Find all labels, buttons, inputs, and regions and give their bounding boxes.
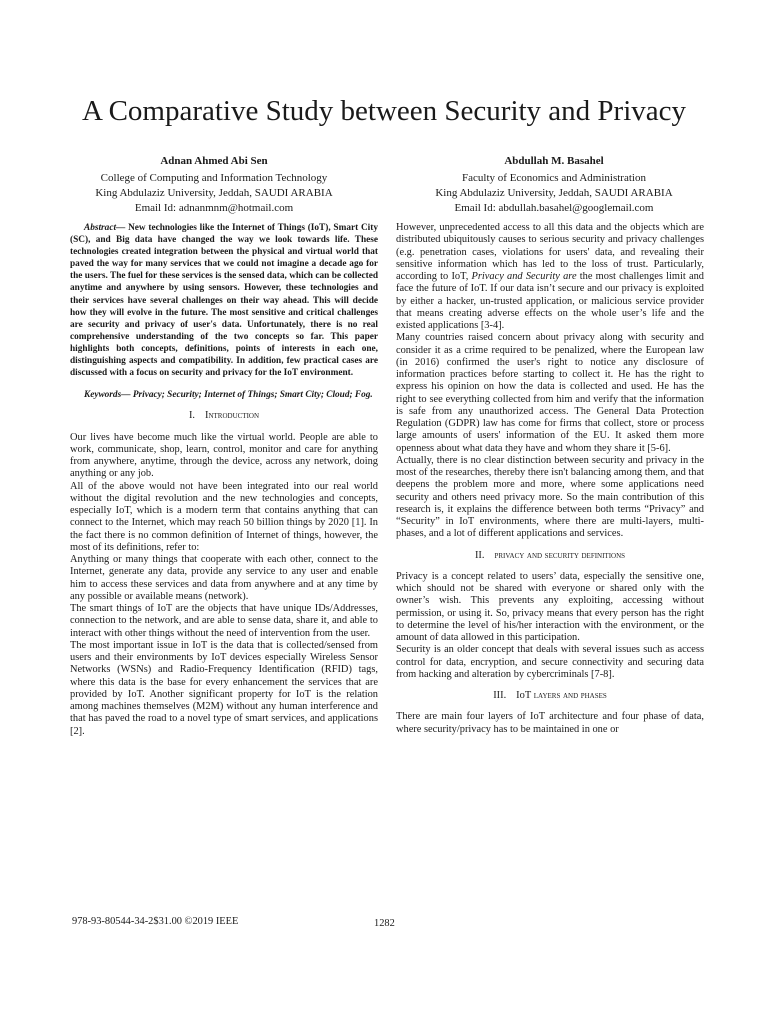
footer-isbn: 978-93-80544-34-2$31.00 ©2019 IEEE (72, 916, 239, 927)
section-title: privacy and security definitions (494, 549, 626, 561)
keywords-paragraph (70, 389, 378, 401)
author-name: Adnan Ahmed Abi Sen (160, 155, 268, 167)
body-paragraph: Actually, there is no clear distinction between security and privacy in the most of the researches, thereby there isn't balancing among them, and that deepens the problem more and more, where some applications need security and others need privacy more. So the main contribution of this research is, it explains the difference between both terms “Privacy” and “Security” in IoT environments, where there are multi-layers, multi-phases, and a lot of different applications and services. (396, 454, 704, 540)
section-number: I. (188, 410, 196, 422)
author-email: Email Id: abdullah.basahel@googlemail.com (454, 202, 654, 214)
body-paragraph: Security is an older concept that deals with several issues such as access control for data, encryption, and secure connectivity and securing data from hacking and alteration by cybercriminals [7-8]. (396, 644, 704, 680)
body-paragraph (396, 222, 704, 332)
section-title: Introduction (205, 410, 260, 422)
page-number: 1282 (374, 918, 395, 929)
author-affiliation: College of Computing and Information Technology (100, 172, 328, 184)
section-number: III. (493, 690, 507, 701)
right-column (396, 222, 704, 736)
body-paragraph: Many countries raised concern about privacy along with security and consider it as a crime required to be penalized, where the European law (in 2016) confirmed the user's right to notice any disclosure of information practices before starting to collect it. He has the right to express his opinion on how the data is collected and used. He has the right to see everything collected from him and verify that the information is safe from any unauthorized access. The General Data Protection Regulation (GDPR) law has come for firms that collect, store or process large amounts of users' information of the EU. It asked them more openness about what data they have and whom they share it [5-6]. (396, 332, 704, 454)
author-email: Email Id: adnanmnm@hotmail.com (134, 202, 294, 214)
section-number: II. (474, 549, 485, 561)
body-text-italic: Privacy and Security are (471, 271, 577, 282)
author-institution: King Abdulaziz University, Jeddah, SAUDI ARABIA (95, 187, 333, 199)
body-paragraph: The most important issue in IoT is the data that is collected/sensed from users and their environments by IoT devices especially Wireless Sensor Networks (WSNs) and Radio-Frequency Identification (RFID) tags, where this data is the base for every enhancement the services that are provided by IoT. Another significant property for IoT is the relation among machines themselves (M2M) without any human interference and that has paved the road to a novel type of smart services, and applications [2]. (70, 639, 378, 737)
keywords-text: Privacy; Security; Internet of Things; Smart City; Cloud; Fog. (130, 390, 373, 401)
section-title-prefix: IoT (516, 690, 532, 701)
keywords-label: Keywords— (84, 390, 131, 401)
paper-title: A Comparative Study between Security and Privacy (81, 95, 687, 127)
author-institution: King Abdulaziz University, Jeddah, SAUDI ARABIA (435, 187, 673, 199)
left-column (70, 222, 378, 738)
author-affiliation: Faculty of Economics and Administration (462, 172, 646, 184)
abstract-paragraph (70, 222, 378, 379)
body-paragraph: All of the above would not have been integrated into our real world without the digital revolution and the new technologies and concepts, especially IoT, which is a modern term that contains anything that can connect to the Internet, which may reach 50 billion things by 2020 [1]. In the fact there is no common definition of Internet of things, however, the most of its definitions, refer to: (70, 480, 378, 553)
author-block-1 (44, 154, 384, 216)
body-text: However, unprecedented access to all this data and the objects which are distributed ubiquitously causes to serious security and privacy challenges (e.g. penetration cases, violations for users' data, and revealing their sensitive information which has led to the loss of trust. Particularly, according to IoT, (396, 222, 704, 282)
section-heading-introduction (70, 410, 378, 422)
body-paragraph: Anything or many things that cooperate with each other, connect to the Internet, generate any data, provide any service to any user and enable him to access these services and data from anywhere and at any time by any possible or available means (network). (70, 554, 378, 602)
body-text: the most challenges limit and face the future of IoT. If our data isn’t secure and our privacy is exploited by either a hacker, un-trusted application, or malicious service provider that means creating adverse effects on the whole user’s life and the existed applications [3-4]. (396, 271, 705, 331)
body-paragraph: Privacy is a concept related to users’ data, especially the sensitive one, which should not be shared with everyone or shared only with the owner’s wish. This prevents any exploiting, accessing without permission, or using it. So, privacy means that every person has the right to determine the level of his/her interaction with the environment, or the amount of data allowed in this participation. (396, 570, 704, 643)
section-heading-iot-layers (396, 690, 704, 702)
body-paragraph: The smart things of IoT are the objects that have unique IDs/Addresses, connection to the network, and are able to sense data, share it, and able to interact with other things without the need of intervention from the user. (70, 603, 378, 639)
author-block-2 (384, 154, 724, 216)
abstract-text: New technologies like the Internet of Things (IoT), Smart City (SC), and Big data have changed the way we look towards life. These technologies created integration between the physical and virtual world that paved the way for many services that we could not imagine a decade ago for the users. The fuel for these services is the sensed data, which can be collected anytime and anywhere by using sensors. However, these technologies and their services have several challenges on their way ahead. This will decide how they will evolve in the future. The most sensitive and critical challenges are security and privacy of user's data. Unfortunately, there is no real comprehensive understanding of the two concepts so far. This paper highlights both concepts, definitions, points of interests in each one, distinguishing aspects and compatibility. In addition, few practical cases are discussed with a focus on security and privacy for the IoT environment. (70, 223, 378, 379)
section-title: layers and phases (531, 690, 607, 701)
author-name: Abdullah M. Basahel (504, 155, 604, 167)
section-heading-definitions (396, 550, 704, 562)
body-paragraph: There are main four layers of IoT architecture and four phase of data, where security/privacy has to be maintained in one or (396, 711, 704, 735)
abstract-label: Abstract— (84, 223, 126, 233)
body-paragraph: Our lives have become much like the virtual world. People are able to work, communicate, shop, learn, control, monitor and care for anything from anywhere, anytime, through the device, across any network, doing anything or any job. (70, 431, 378, 480)
abstract-block (70, 222, 378, 401)
